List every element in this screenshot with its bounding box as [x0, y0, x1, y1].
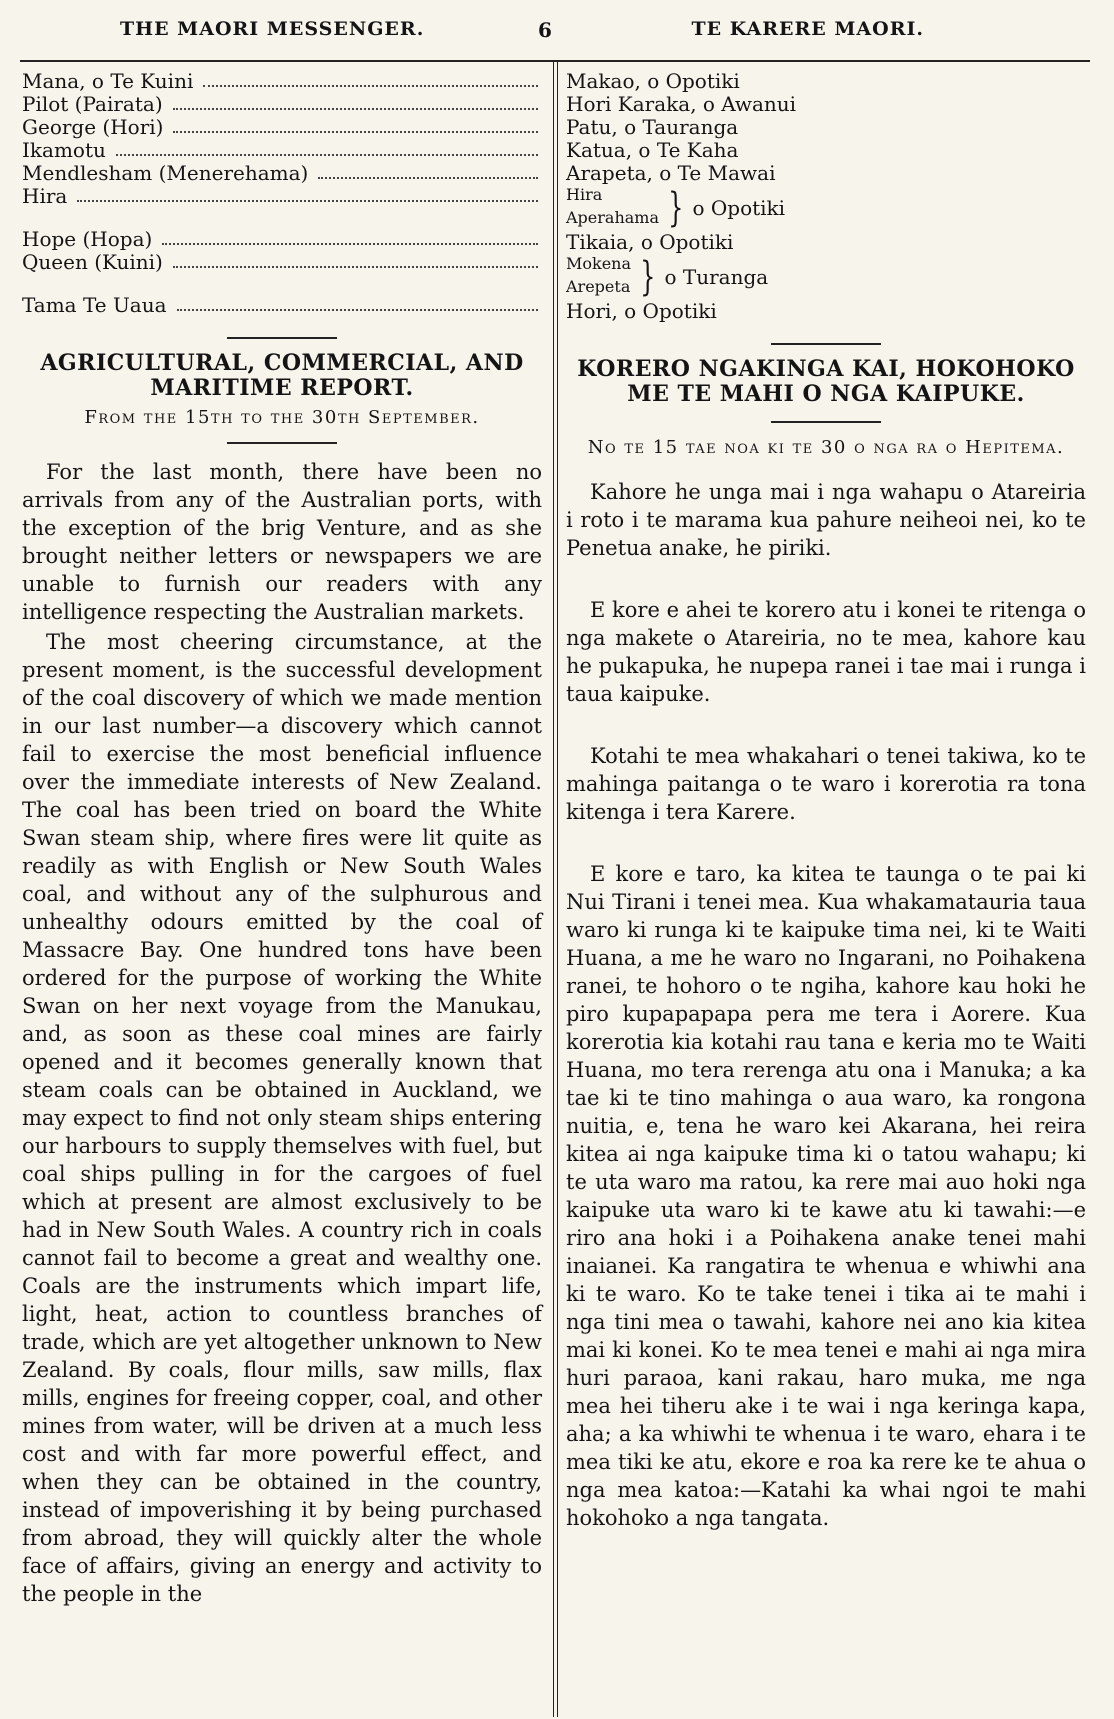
section-rule — [227, 337, 337, 339]
column-divider — [553, 62, 558, 1717]
ship-list-item: Tikaia, o Opotiki — [566, 230, 734, 254]
brace-glyph: } — [640, 254, 656, 300]
running-header — [20, 18, 1094, 52]
ship-list-item: Hope (Hopa) — [22, 228, 542, 251]
paragraph: E kore e taro, ka kitea te taunga o te pai ki Nui Tirani i tenei mea. Kua whakamatauria taua waro ki runga ki te kaipuke tima nei, ki te Waiti Huana, a me he waro no Ingarani, no Poihakena ranei, te hohoro o te ngiha, kahore kau hoki he piro kupapapapa pera me tera i Aorere. Kua korerotia kia kotahi rau tana e keria mo te Waiti Huana, mo tera rerenga atu ona i Manuka; a ka tae ki te tino mahinga o aua waro, ka rongona nuitia, e, tena he waro kei Akarana, hei reira kitea ai nga kaipuke tima ki o tatou wahapu; ki te uta waro ma ratou, ka rere mai auo hoki nga kaipuke uta waro ki te kawe atu ki tawahi:—e riro ana hoki i a Poihakena anake tenei mahi inaianei. Ka rangatira te whenua e whiwhi ana ki te waro. Ko te take tenei i tika ai te mahi i nga tini mea o tawahi, kahore nei ano kia kitea mai ki konei. Ko te mea tenei e mahi ai nga mira huri paraoa, kani rakau, haro muka, me nga mea hei tiheru ake i te wai i nga keringa kapa, aha; a ka whiwhi te whenua i te waro, ehara i te mea tiki ke atu, ekore e roa ka rere ke te ahua o nga mea katoa:—Katahi ka whai ngoi te mahi hokohoko a nga tangata. — [566, 862, 1086, 1530]
ship-list-item: Arapeta, o Te Mawai — [566, 161, 776, 185]
ship-list-maori-end — [566, 300, 1086, 323]
ship-list-maori — [566, 70, 1086, 185]
header-english-title: THE MAORI MESSENGER. — [120, 18, 425, 40]
ship-list-item: Makao, o Opotiki — [566, 69, 740, 93]
ship-name: Mokena — [566, 254, 632, 273]
paragraph: Kahore he unga mai i nga wahapu o Atareiria i roto i te marama kua pahure neiheoi nei, ko te Penetua anake, he piriki. — [566, 480, 1086, 560]
ship-list-item: Mendlesham (Menerehama) — [22, 162, 542, 185]
page-number: 6 — [538, 18, 553, 42]
ship-list-item: Ikamotu — [22, 139, 542, 162]
paragraph: For the last month, there have been no arrivals from any of the Australian ports, with the exception of the brig Venture, and as she brought neither letters or newspapers we are unable to furnish our readers with any intelligence respecting the Australian markets. — [22, 460, 542, 624]
english-column — [22, 64, 542, 1608]
paragraph: The most cheering circumstance, at the present moment, is the successful development of the coal discovery of which we made mention in our last number—a discovery which cannot fail to exercise the most beneficial influence over the immediate interests of New Zealand. The coal has been tried on board the White Swan steam ship, where fires were lit quite as readily as with English or New South Wales coal, and without any of the sulphurous and unhealthy odours emitted by the coal of Massacre Bay. One hundred tons have been ordered for the purpose of working the White Swan on her next voyage from the Manukau, and, as soon as these coal mines are fairly opened and it becomes generally known that steam coals can be obtained in Auckland, we may expect to find not only steam ships entering our harbours to supply themselves with fuel, but coal ships pulling in for the cargoes of fuel which at present are almost exclusively to be had in New South Wales. A country rich in coals cannot fail to become a great and wealthy one. Coals are the instruments which impart life, light, heat, action to countless branches of trade, which are yet altogether unknown to New Zealand. By coals, flour mills, saw mills, flax mills, engines for freeing copper, coal, and other mines from water, will be driven at a much less cost and with far more powerful effect, and when they can be obtained in the country, instead of impoverishing it by being purchased from abroad, they will quickly alter the whole face of affairs, giving an energy and activity to the people in the — [22, 630, 542, 1606]
ship-list-item: Patu, o Tauranga — [566, 115, 739, 139]
maori-report-title: KORERO NGAKINGA KAI, HOKOHOKO ME TE MAHI O NGA KAIPUKE. — [577, 356, 1075, 407]
ship-list-item: Queen (Kuini) — [22, 251, 542, 274]
paragraph: Kotahi te mea whakahari o tenei takiwa, ko te mahinga paitanga o te waro i korerotia ra tona kitenga i tera Karere. — [566, 744, 1086, 824]
ship-list-item: Hori Karaka, o Awanui — [566, 92, 797, 116]
ship-name: Aperahama — [566, 208, 660, 227]
maori-report-dates: No te 15 tae noa ki te 30 o nga ra o Hepitema. — [587, 437, 1065, 458]
paragraph: E kore e ahei te korero atu i konei te ritenga o nga makete o Atareiria, no te mea, kahore kau he pukapuka, he nupepa ranei i tae mai i runga i taua kaipuke. — [566, 598, 1086, 706]
english-report-dates: From the 15th to the 30th September. — [84, 407, 480, 428]
english-report-title: AGRICULTURAL, COMMERCIAL, AND MARITIME REPORT. — [40, 350, 524, 401]
ship-name: Hira — [566, 185, 603, 204]
maori-column — [566, 64, 1086, 1532]
title-rule — [771, 421, 881, 423]
header-maori-title: TE KARERE MAORI. — [691, 18, 924, 40]
section-rule — [771, 343, 881, 345]
ship-port: o Turanga — [664, 265, 769, 289]
ship-list-item: Hira — [22, 185, 542, 208]
ship-list-group — [566, 185, 1086, 231]
ship-list-item: George (Hori) — [22, 116, 542, 139]
ship-list-maori-cont — [566, 231, 1086, 254]
ship-list-group — [566, 254, 1086, 300]
title-rule — [227, 442, 337, 444]
maori-report-body — [566, 478, 1086, 1532]
ship-list-item: Tama Te Uaua — [22, 294, 542, 317]
ship-list-english — [22, 70, 542, 317]
ship-list-item: Mana, o Te Kuini — [22, 70, 542, 93]
ship-port: o Opotiki — [692, 196, 786, 220]
english-report-body — [22, 458, 542, 1608]
ship-list-item: Katua, o Te Kaha — [566, 138, 739, 162]
ship-name: Arepeta — [566, 277, 631, 296]
ship-list-item: Hori, o Opotiki — [566, 299, 717, 323]
ship-list-item: Pilot (Pairata) — [22, 93, 542, 116]
brace-glyph: } — [668, 185, 684, 231]
